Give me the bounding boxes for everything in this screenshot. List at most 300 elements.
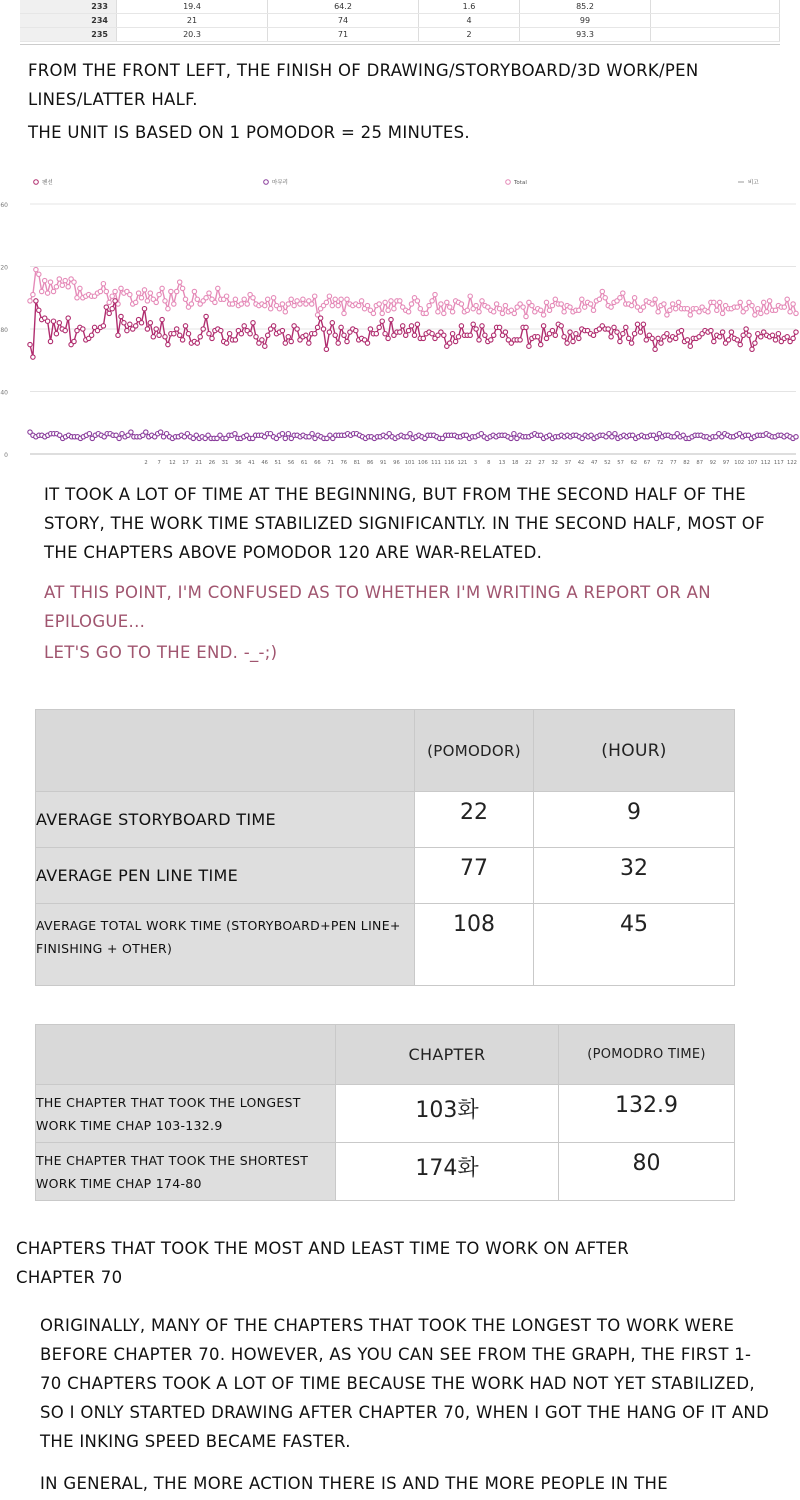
data-point bbox=[66, 285, 70, 289]
data-point bbox=[600, 289, 604, 293]
data-point bbox=[368, 327, 372, 331]
data-point bbox=[263, 303, 267, 307]
data-point bbox=[638, 330, 642, 334]
data-point bbox=[497, 307, 501, 311]
data-point bbox=[406, 328, 410, 332]
data-point bbox=[204, 296, 208, 300]
data-point bbox=[720, 330, 724, 334]
x-tick-label: 36 bbox=[234, 460, 242, 466]
cell bbox=[651, 0, 780, 14]
data-point bbox=[747, 333, 751, 337]
data-point bbox=[154, 327, 158, 331]
data-point bbox=[213, 300, 217, 304]
data-point bbox=[318, 316, 322, 320]
data-point bbox=[480, 324, 484, 328]
x-tick-label: 41 bbox=[248, 460, 255, 466]
table-row bbox=[36, 848, 735, 904]
data-point bbox=[477, 310, 481, 314]
data-point bbox=[169, 289, 173, 293]
data-point bbox=[409, 324, 413, 328]
data-point bbox=[342, 333, 346, 337]
data-point bbox=[674, 307, 678, 311]
data-point bbox=[427, 303, 431, 307]
data-point bbox=[738, 342, 742, 346]
data-point bbox=[794, 435, 798, 439]
data-point bbox=[298, 302, 302, 306]
x-tick-label: 86 bbox=[366, 460, 374, 466]
closing-paragraph-2: IN GENERAL, THE MORE ACTION THERE IS AND THE MORE PEOPLE IN THE bbox=[40, 1474, 668, 1493]
data-point bbox=[744, 327, 748, 331]
data-point bbox=[448, 341, 452, 345]
data-point bbox=[550, 303, 554, 307]
data-point bbox=[254, 335, 258, 339]
data-point bbox=[242, 297, 246, 301]
data-point bbox=[251, 321, 255, 325]
x-tick-label: 111 bbox=[431, 460, 441, 466]
data-point bbox=[75, 296, 79, 300]
data-point bbox=[448, 305, 452, 309]
data-point bbox=[756, 307, 760, 311]
data-point bbox=[63, 278, 67, 282]
data-point bbox=[612, 325, 616, 329]
data-point bbox=[142, 288, 146, 292]
data-point bbox=[459, 302, 463, 306]
data-point bbox=[729, 330, 733, 334]
data-point bbox=[336, 341, 340, 345]
data-point bbox=[198, 335, 202, 339]
data-point bbox=[148, 291, 152, 295]
data-point bbox=[110, 307, 114, 311]
data-point bbox=[644, 338, 648, 342]
data-point bbox=[753, 341, 757, 345]
data-point bbox=[597, 297, 601, 301]
data-point bbox=[139, 321, 143, 325]
row-value-pomodor: 108 bbox=[415, 904, 534, 986]
data-point bbox=[48, 280, 52, 284]
cell: 21 bbox=[117, 14, 268, 28]
data-point bbox=[157, 333, 161, 337]
series-layer bbox=[28, 267, 798, 440]
data-point bbox=[51, 319, 55, 323]
data-point bbox=[122, 321, 126, 325]
data-point bbox=[794, 330, 798, 334]
data-point bbox=[336, 303, 340, 307]
data-point bbox=[57, 321, 61, 325]
data-point bbox=[536, 335, 540, 339]
data-point bbox=[544, 300, 548, 304]
data-point bbox=[37, 308, 41, 312]
data-point bbox=[280, 302, 284, 306]
data-point bbox=[676, 300, 680, 304]
data-point bbox=[744, 307, 748, 311]
y-tick-label: 80 bbox=[0, 327, 8, 334]
data-point bbox=[650, 336, 654, 340]
x-tick-label: 7 bbox=[157, 460, 161, 466]
data-point bbox=[204, 314, 208, 318]
data-point bbox=[286, 302, 290, 306]
data-point bbox=[518, 338, 522, 342]
data-point bbox=[618, 296, 622, 300]
data-point bbox=[45, 319, 49, 323]
legend-label: 비고 bbox=[748, 180, 759, 186]
data-point bbox=[383, 332, 387, 336]
data-point bbox=[494, 302, 498, 306]
col-header-pomodro-time: (POMODRO TIME) bbox=[559, 1025, 735, 1085]
data-point bbox=[107, 300, 111, 304]
cell: 85.2 bbox=[520, 0, 651, 14]
intro-line-2: THE UNIT IS BASED ON 1 POMODOR = 25 MINUTES. bbox=[28, 123, 470, 142]
x-tick-label: 18 bbox=[511, 460, 519, 466]
table-row bbox=[36, 1143, 735, 1201]
col-header-chapter: CHAPTER bbox=[336, 1025, 559, 1085]
x-tick-label: 72 bbox=[656, 460, 664, 466]
data-point bbox=[641, 305, 645, 309]
x-tick-label: 57 bbox=[617, 460, 624, 466]
row-label: THE CHAPTER THAT TOOK THE SHORTEST WORK TIME CHAP 174-80 bbox=[36, 1143, 336, 1201]
row-value-hour: 45 bbox=[534, 904, 735, 986]
data-point bbox=[175, 327, 179, 331]
x-tick-label: 12 bbox=[169, 460, 176, 466]
x-tick-label: 117 bbox=[773, 460, 784, 466]
data-point bbox=[333, 333, 337, 337]
row-value-pomodor: 22 bbox=[415, 792, 534, 848]
data-point bbox=[709, 328, 713, 332]
data-point bbox=[242, 324, 246, 328]
data-point bbox=[28, 342, 32, 346]
data-point bbox=[577, 308, 581, 312]
data-point bbox=[134, 324, 138, 328]
data-point bbox=[439, 302, 443, 306]
data-point bbox=[31, 355, 35, 359]
data-point bbox=[151, 335, 155, 339]
data-point bbox=[371, 311, 375, 315]
data-point bbox=[345, 339, 349, 343]
data-point bbox=[615, 330, 619, 334]
data-point bbox=[128, 322, 132, 326]
data-point bbox=[230, 302, 234, 306]
data-point bbox=[770, 333, 774, 337]
data-point bbox=[383, 300, 387, 304]
data-point bbox=[377, 325, 381, 329]
table-row bbox=[36, 1085, 735, 1143]
data-point bbox=[201, 327, 205, 331]
data-point bbox=[430, 332, 434, 336]
x-tick-label: 26 bbox=[208, 460, 216, 466]
data-point bbox=[791, 336, 795, 340]
data-point bbox=[762, 300, 766, 304]
data-point bbox=[492, 310, 496, 314]
data-point bbox=[776, 332, 780, 336]
data-point bbox=[580, 297, 584, 301]
data-point bbox=[553, 297, 557, 301]
data-point bbox=[113, 289, 117, 293]
data-point bbox=[500, 311, 504, 315]
data-point bbox=[178, 333, 182, 337]
data-point bbox=[577, 336, 581, 340]
data-point bbox=[629, 341, 633, 345]
data-point bbox=[145, 299, 149, 303]
data-point bbox=[785, 297, 789, 301]
data-point bbox=[160, 317, 164, 321]
x-tick-label: 56 bbox=[287, 460, 295, 466]
data-point bbox=[324, 300, 328, 304]
data-point bbox=[471, 322, 475, 326]
data-point bbox=[101, 282, 105, 286]
data-point bbox=[433, 292, 437, 296]
data-point bbox=[178, 280, 182, 284]
data-point bbox=[63, 328, 67, 332]
data-point bbox=[224, 341, 228, 345]
data-point bbox=[145, 327, 149, 331]
data-point bbox=[72, 339, 76, 343]
data-point bbox=[574, 332, 578, 336]
data-point bbox=[107, 311, 111, 315]
data-point bbox=[571, 339, 575, 343]
data-point bbox=[613, 432, 617, 436]
data-point bbox=[656, 310, 660, 314]
data-point bbox=[741, 333, 745, 337]
row-value-hour: 9 bbox=[534, 792, 735, 848]
data-point bbox=[785, 335, 789, 339]
data-point bbox=[512, 311, 516, 315]
data-point bbox=[550, 328, 554, 332]
data-point bbox=[541, 313, 545, 317]
data-point bbox=[753, 313, 757, 317]
data-point bbox=[750, 303, 754, 307]
row-value-time: 80 bbox=[559, 1143, 735, 1201]
data-point bbox=[726, 338, 730, 342]
data-point bbox=[715, 308, 719, 312]
data-point bbox=[685, 338, 689, 342]
extremes-table bbox=[35, 1024, 735, 1201]
cell bbox=[651, 28, 780, 42]
data-point bbox=[539, 342, 543, 346]
cell: 19.4 bbox=[117, 0, 268, 14]
data-point bbox=[767, 299, 771, 303]
cell: 1.6 bbox=[419, 0, 520, 14]
data-point bbox=[386, 308, 390, 312]
data-point bbox=[685, 307, 689, 311]
data-point bbox=[313, 332, 317, 336]
data-point bbox=[239, 332, 243, 336]
data-point bbox=[679, 328, 683, 332]
data-point bbox=[98, 289, 102, 293]
data-point bbox=[260, 338, 264, 342]
data-point bbox=[186, 332, 190, 336]
data-point bbox=[392, 307, 396, 311]
work-time-line-chart bbox=[0, 168, 800, 468]
data-point bbox=[524, 314, 528, 318]
data-point bbox=[530, 303, 534, 307]
data-point bbox=[456, 335, 460, 339]
data-point bbox=[129, 430, 133, 434]
data-point bbox=[330, 321, 334, 325]
data-point bbox=[227, 332, 231, 336]
data-point bbox=[497, 325, 501, 329]
data-point bbox=[180, 338, 184, 342]
data-point bbox=[688, 344, 692, 348]
data-point bbox=[45, 291, 49, 295]
data-point bbox=[104, 305, 108, 309]
data-point bbox=[541, 324, 545, 328]
x-tick-label: 82 bbox=[683, 460, 690, 466]
data-point bbox=[791, 302, 795, 306]
x-tick-label: 102 bbox=[734, 460, 745, 466]
data-point bbox=[738, 300, 742, 304]
data-point bbox=[357, 303, 361, 307]
data-point bbox=[474, 303, 478, 307]
data-point bbox=[718, 335, 722, 339]
data-point bbox=[559, 324, 563, 328]
data-point bbox=[750, 347, 754, 351]
data-point bbox=[635, 322, 639, 326]
data-point bbox=[436, 310, 440, 314]
x-tick-label: 81 bbox=[353, 460, 361, 466]
data-point bbox=[34, 299, 38, 303]
data-point bbox=[295, 327, 299, 331]
data-point bbox=[401, 324, 405, 328]
analysis-paragraph: IT TOOK A LOT OF TIME AT THE BEGINNING, BUT FROM THE SECOND HALF OF THE STORY, THE WORK TIME STABILIZED SIGNIFICANTLY. IN THE SECOND HALF, MOST OF THE CHAPTERS ABOVE POMODOR 120 ARE WAR-RELATED. bbox=[44, 485, 765, 562]
data-point bbox=[568, 305, 572, 309]
x-tick-label: 91 bbox=[380, 460, 387, 466]
x-tick-label: 21 bbox=[195, 460, 203, 466]
col-header-hour: (HOUR) bbox=[534, 710, 735, 792]
data-point bbox=[404, 333, 408, 337]
data-point bbox=[521, 305, 525, 309]
data-point bbox=[280, 432, 284, 436]
data-point bbox=[342, 311, 346, 315]
legend-marker bbox=[264, 180, 269, 185]
data-point bbox=[380, 311, 384, 315]
data-point bbox=[116, 333, 120, 337]
x-tick-label: 97 bbox=[722, 460, 730, 466]
data-point bbox=[583, 305, 587, 309]
data-point bbox=[60, 283, 64, 287]
data-point bbox=[327, 294, 331, 298]
data-point bbox=[609, 305, 613, 309]
x-tick-label: 76 bbox=[340, 460, 348, 466]
table-row bbox=[20, 28, 780, 42]
data-point bbox=[665, 332, 669, 336]
data-point bbox=[48, 339, 52, 343]
row-label: AVERAGE PEN LINE TIME bbox=[36, 848, 415, 904]
data-point bbox=[301, 297, 305, 301]
y-axis-ticks bbox=[0, 202, 8, 459]
data-point bbox=[315, 325, 319, 329]
data-point bbox=[632, 296, 636, 300]
data-point bbox=[588, 302, 592, 306]
header-blank bbox=[36, 710, 415, 792]
data-point bbox=[148, 321, 152, 325]
data-point bbox=[207, 291, 211, 295]
cell: 99 bbox=[520, 14, 651, 28]
data-point bbox=[671, 302, 675, 306]
x-axis-ticks bbox=[144, 460, 797, 466]
cell: 20.3 bbox=[117, 28, 268, 42]
data-point bbox=[386, 336, 390, 340]
data-point bbox=[618, 339, 622, 343]
row-index: 235 bbox=[20, 28, 117, 42]
data-point bbox=[377, 302, 381, 306]
data-point bbox=[324, 347, 328, 351]
data-point bbox=[539, 308, 543, 312]
data-point bbox=[28, 299, 32, 303]
data-point bbox=[54, 285, 58, 289]
data-point bbox=[621, 332, 625, 336]
data-point bbox=[89, 333, 93, 337]
x-tick-label: 46 bbox=[261, 460, 268, 466]
x-tick-label: 61 bbox=[300, 460, 308, 466]
table-row bbox=[20, 0, 780, 14]
data-point bbox=[330, 303, 334, 307]
row-value-chapter: 174화 bbox=[336, 1143, 559, 1201]
data-point bbox=[430, 299, 434, 303]
data-point bbox=[195, 341, 199, 345]
table-header-row bbox=[36, 710, 735, 792]
legend-label: Total bbox=[514, 180, 527, 186]
data-point bbox=[621, 291, 625, 295]
data-point bbox=[271, 296, 275, 300]
data-point bbox=[544, 336, 548, 340]
data-point bbox=[183, 297, 187, 301]
data-point bbox=[219, 328, 223, 332]
legend-label: 펜선 bbox=[42, 180, 53, 186]
data-point bbox=[210, 336, 214, 340]
data-point bbox=[160, 286, 164, 290]
closing-paragraph: ORIGINALLY, MANY OF THE CHAPTERS THAT TOOK THE LONGEST TO WORK WERE BEFORE CHAPTER 70. HOWEVER, AS YOU CAN SEE FROM THE GRAPH, THE FIRST 1-70 CHAPTERS TOOK A LOT OF TIME BECAUSE THE WORK HAD NOT YET STABILIZED, SO I ONLY STARTED DRAWING AFTER CHAPTER 70, WHEN I GOT THE HANG OF IT AND THE INKING SPEED BECAME FASTER. bbox=[40, 1316, 770, 1451]
x-tick-label: 121 bbox=[457, 460, 468, 466]
data-point bbox=[321, 327, 325, 331]
x-tick-label: 106 bbox=[417, 460, 428, 466]
data-point bbox=[408, 432, 412, 436]
data-point bbox=[656, 336, 660, 340]
data-point bbox=[480, 299, 484, 303]
data-point bbox=[668, 308, 672, 312]
data-point bbox=[172, 332, 176, 336]
closing-heading: CHAPTERS THAT TOOK THE MOST AND LEAST TIME TO WORK ON AFTER CHAPTER 70 bbox=[16, 1239, 629, 1287]
data-point bbox=[166, 307, 170, 311]
data-point bbox=[286, 432, 290, 436]
data-point bbox=[654, 436, 658, 440]
data-point bbox=[134, 300, 138, 304]
data-point bbox=[503, 330, 507, 334]
data-point bbox=[271, 324, 275, 328]
data-point bbox=[474, 327, 478, 331]
data-point bbox=[263, 344, 267, 348]
data-point bbox=[477, 338, 481, 342]
data-point bbox=[765, 310, 769, 314]
data-point bbox=[735, 305, 739, 309]
data-point bbox=[591, 308, 595, 312]
data-point bbox=[735, 338, 739, 342]
x-tick-label: 92 bbox=[709, 460, 717, 466]
x-tick-label: 122 bbox=[787, 460, 797, 466]
data-point bbox=[788, 310, 792, 314]
data-point bbox=[113, 299, 117, 303]
x-tick-label: 32 bbox=[551, 460, 558, 466]
x-tick-label: 2 bbox=[144, 460, 148, 466]
x-tick-label: 47 bbox=[590, 460, 598, 466]
legend-marker bbox=[506, 180, 511, 185]
data-point bbox=[158, 430, 162, 434]
data-point bbox=[157, 292, 161, 296]
x-tick-label: 77 bbox=[670, 460, 677, 466]
data-point bbox=[354, 328, 358, 332]
data-point bbox=[562, 335, 566, 339]
data-point bbox=[629, 303, 633, 307]
data-point bbox=[442, 311, 446, 315]
data-point bbox=[412, 333, 416, 337]
